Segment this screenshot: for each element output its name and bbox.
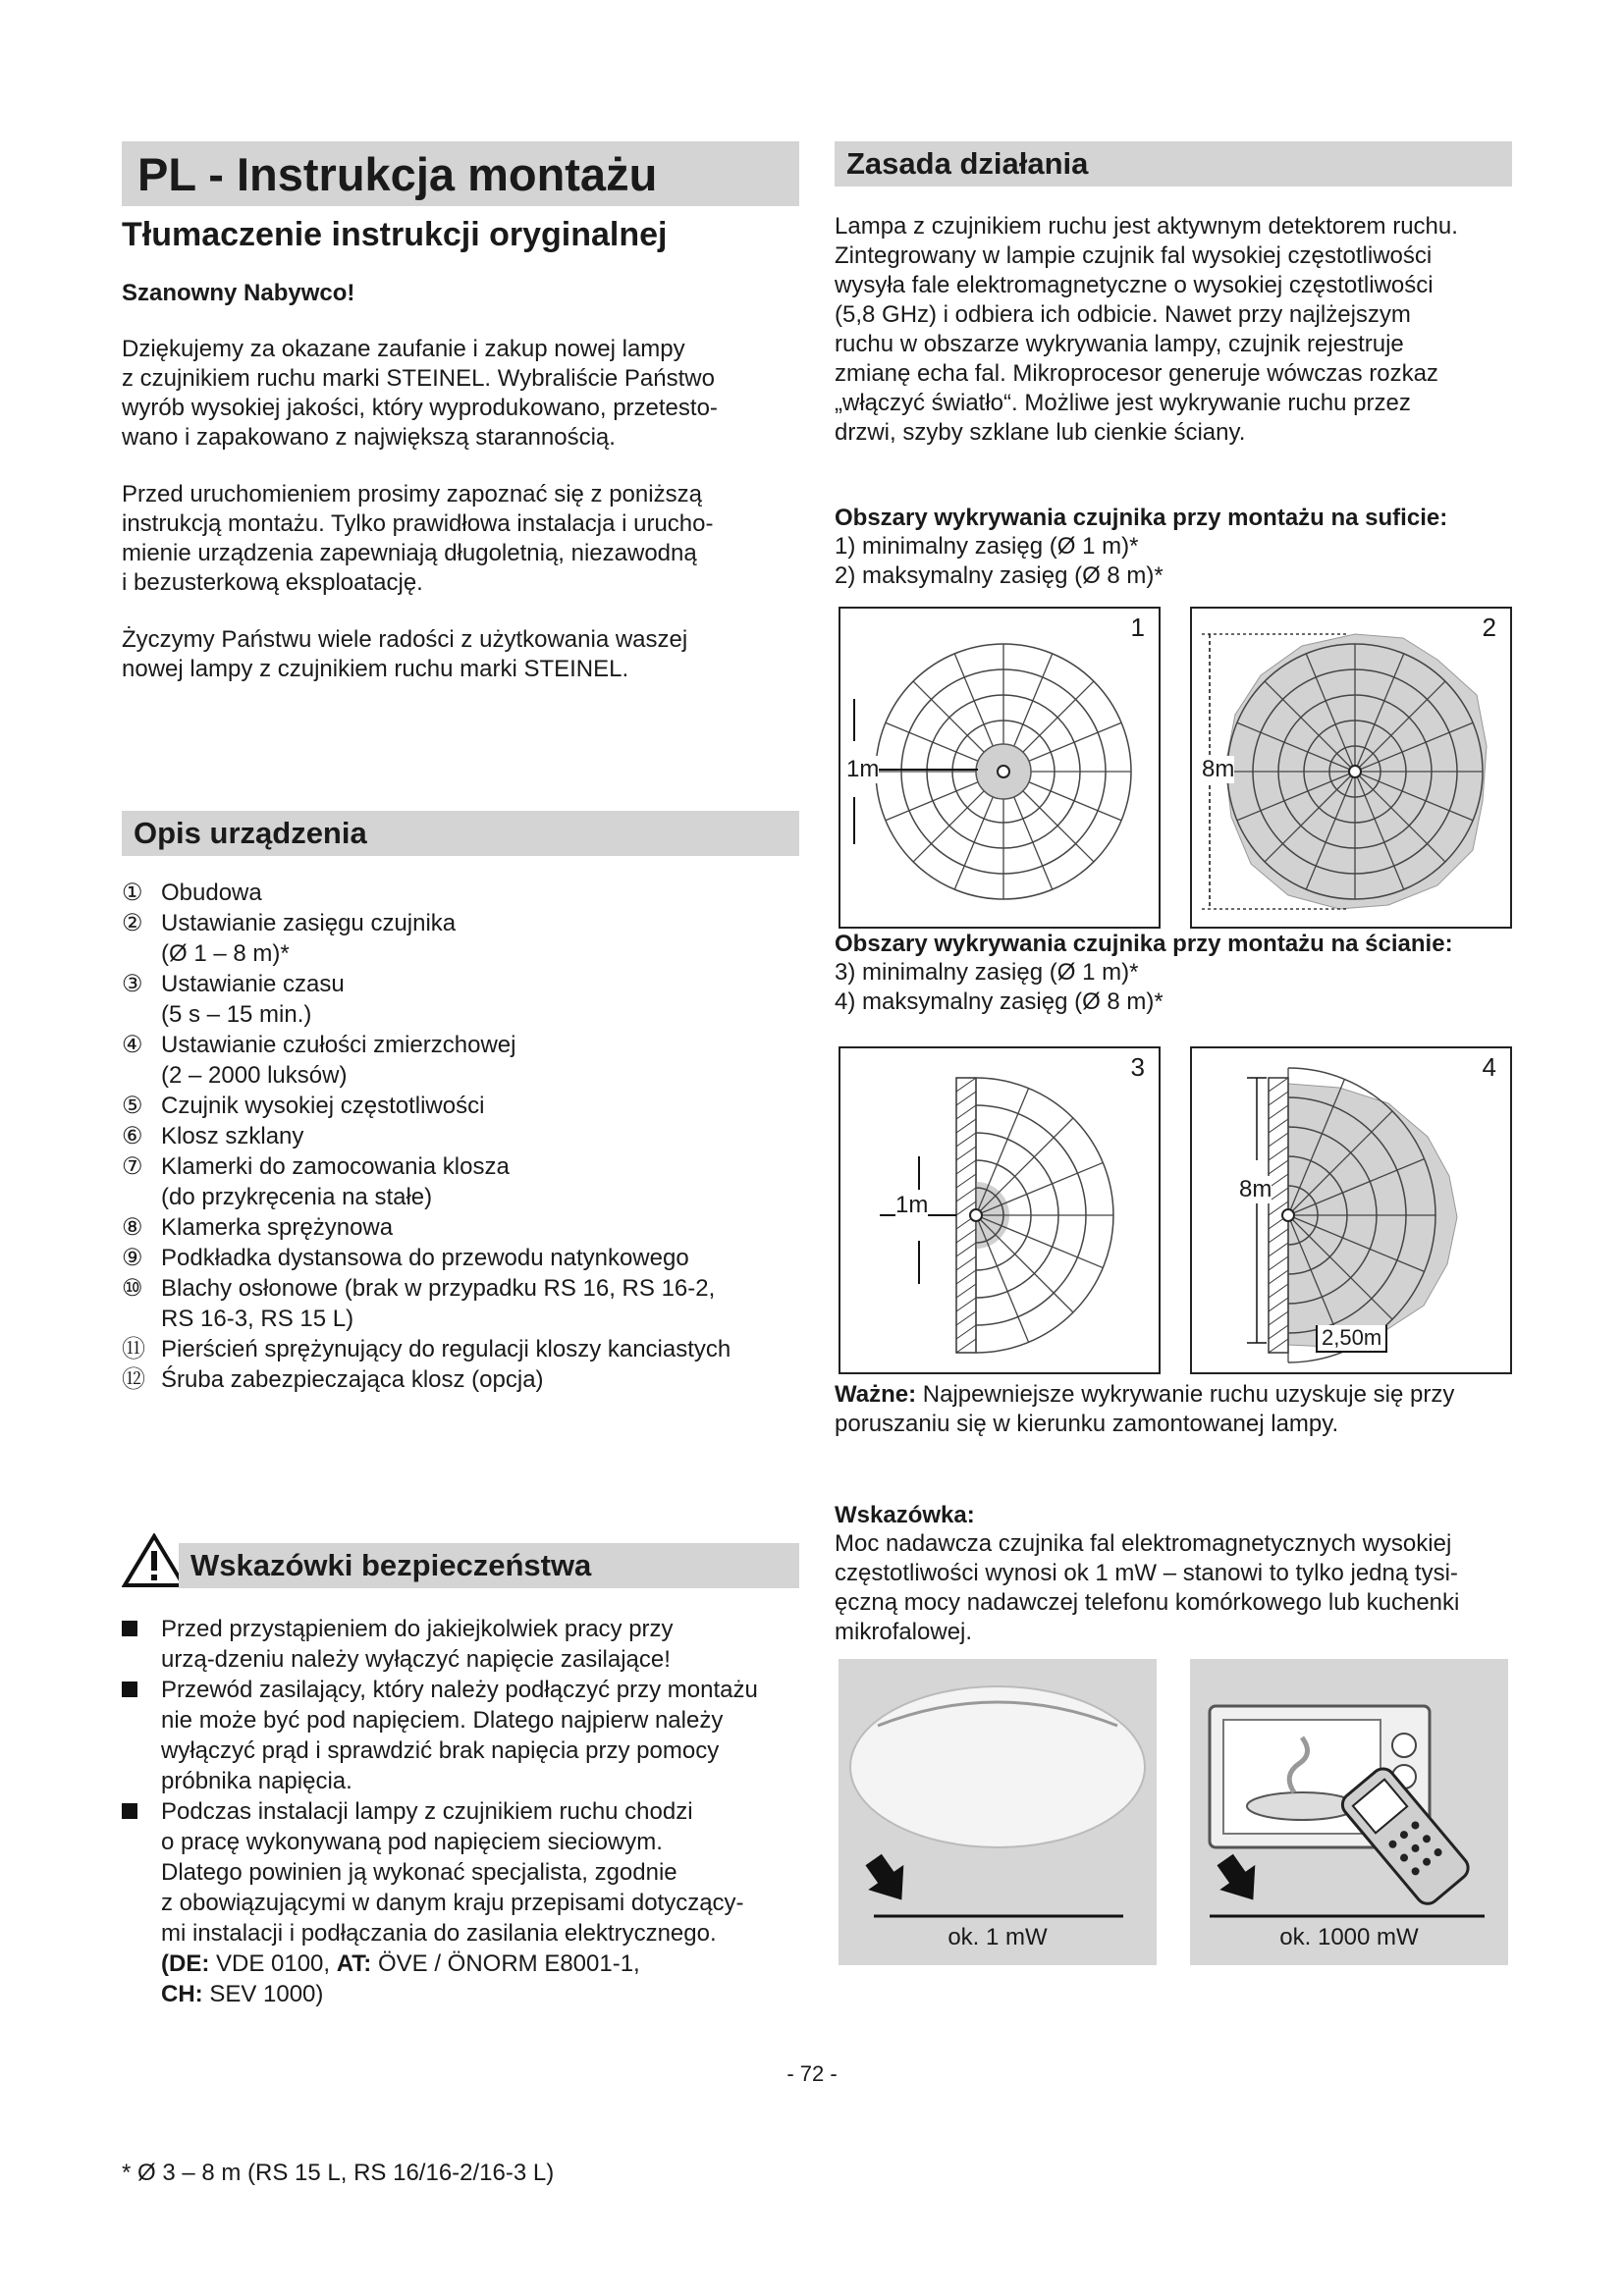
ceiling-heading: Obszary wykrywania czujnika przy montażu na suficie: [835,505,1448,531]
parts-list-number: ⑪ [122,1336,145,1362]
parts-list-text: RS 16-3, RS 15 L) [161,1306,354,1332]
bullet-square-icon [122,1796,161,1949]
before-use-paragraph: Przed uruchomieniem prosimy zapoznać się z poniższą instrukcją montażu. Tylko prawidłowa instalacja i urucho- mienie urządzenia zapewniają długoletnią, niezawodną i bezusterkową eksploatację. [122,481,714,596]
parts-list-number: ② [122,910,143,936]
important-note: Ważne: Najpewniejsze wykrywanie ruchu uzyskuje się przy poruszaniu się w kierunku zamontowanej lampy. [835,1381,1455,1437]
parts-list-text: (do przykręcenia na stałe) [161,1184,433,1210]
wall-diagram-min [839,1046,1161,1374]
lamp-illustration [839,1659,1157,1965]
wall-diagram-max [1190,1046,1512,1374]
parts-list-text: Blachy osłonowe (brak w przypadku RS 16, RS 16-2, [161,1275,716,1302]
page-title: PL - Instrukcja montażu [122,141,799,206]
parts-list-text: Ustawianie czasu [161,971,345,997]
greeting: Szanowny Nabywco! [122,280,355,306]
parts-list-number: ① [122,880,143,906]
parts-list-number: ⑤ [122,1093,143,1119]
bullet-square-icon [122,1675,161,1796]
parts-list-item [122,969,799,1030]
parts-list-item [122,1151,799,1212]
parts-list-item [122,1273,799,1334]
safety-text: nie może być pod napięciem. Dlatego najpierw należy [161,1707,724,1734]
ceiling-diagram-min [839,607,1161,929]
parts-list-text: Ustawianie czułości zmierzchowej [161,1032,516,1058]
ceiling-max-drawing [1192,609,1510,927]
label-1m-ceiling: 1m [846,756,880,782]
ceiling-detection: Obszary wykrywania czujnika przy montażu na suficie: 1) minimalny zasięg (Ø 1 m)* 2) maksymalny zasięg (Ø 8 m)* [835,505,1448,589]
parts-list-number: ⑫ [122,1366,145,1393]
intro-paragraph: Dziękujemy za okazane zaufanie i zakup nowej lampy z czujnikiem ruchu marki STEINEL. Wybraliście Państwo wyrób wysokiej jakości, który wyprodukowano, przetesto- wano i zapakowano z największą starannością. [122,336,718,451]
safety-text: urzą-dzeniu należy wyłączyć napięcie zasilające! [161,1646,671,1673]
parts-list-text: Czujnik wysokiej częstotliwości [161,1093,485,1119]
microwave-phone-illustration [1190,1659,1508,1965]
parts-list-text: Klamerka sprężynowa [161,1214,394,1241]
label-8m-ceiling: 8m [1202,756,1235,782]
device-description [122,811,799,1395]
parts-list [122,878,799,1395]
diagram-number-4: 4 [1482,1052,1496,1082]
safety-list [122,1614,799,1949]
parts-list-item [122,1121,799,1151]
safety-text: wyłączyć prąd i sprawdzić brak napięcia przy pomocy [161,1737,720,1764]
safety-text: z obowiązującymi w danym kraju przepisami dotyczący- [161,1890,744,1916]
parts-list-text: Ustawianie zasięgu czujnika [161,910,457,936]
parts-list-text: (Ø 1 – 8 m)* [161,940,290,967]
parts-list-text: Klamerki do zamocowania klosza [161,1153,510,1180]
safety-text: Przed przystąpieniem do jakiejkolwiek pracy przy [161,1616,674,1642]
safety-text: Podczas instalacji lampy z czujnikiem ruchu chodzi [161,1798,693,1825]
parts-list-text: Obudowa [161,880,262,906]
parts-list-number: ⑨ [122,1245,143,1271]
parts-list-number: ⑩ [122,1275,143,1302]
bullet-square-icon [122,1614,161,1675]
device-description-title: Opis urządzenia [122,811,799,856]
parts-list-item [122,1243,799,1273]
parts-list-text: (2 – 2000 luksów) [161,1062,348,1089]
parts-list-text: Klosz szklany [161,1123,304,1149]
norms: (DE: VDE 0100, AT: ÖVE / ÖNORM E8001-1, CH: SEV 1000) [161,1950,640,2007]
wall-detection: Obszary wykrywania czujnika przy montażu na ścianie: 3) minimalny zasięg (Ø 1 m)* 4) maksymalny zasięg (Ø 8 m)* [835,931,1453,1015]
principle-text: Lampa z czujnikiem ruchu jest aktywnym detektorem ruchu. Zintegrowany w lampie czujnik fal wysokiej częstotliwości wysyła fale elektromagnetyczne o wysokiej częstotliwości (5,8 GHz) i odbiera ich odbicie. Nawet przy najlżejszym ruchu w obszarze wykrywania lampy, czujnik rejestruje zmianę echa fal. Mikroprocesor generuje wówczas rozkaz „włączyć światło“. Możliwe jest wykrywanie ruchu przez drzwi, szyby szklane lub cienkie ściany. [835,213,1458,446]
parts-list-item [122,1091,799,1121]
parts-list-text: (5 s – 15 min.) [161,1001,312,1028]
safety-title: Wskazówki bezpieczeństwa [179,1543,799,1588]
safety-item [122,1675,799,1796]
page-number: - 72 - [786,2061,838,2086]
diagram-number-2: 2 [1482,613,1496,642]
diagram-number-1: 1 [1130,613,1145,642]
ceiling-diagram-max [1190,607,1512,929]
ceiling-min-drawing [840,609,1159,927]
safety-text: Przewód zasilający, który należy podłączyć przy montażu [161,1677,758,1703]
safety-text: mi instalacji i podłączania do zasilania elektrycznego. [161,1920,717,1947]
parts-list-text: Podkładka dystansowa do przewodu natynkowego [161,1245,689,1271]
parts-list-item [122,1364,799,1395]
label-1m-wall: 1m [895,1192,929,1218]
label-250m-wall: 2,50m [1316,1325,1387,1353]
parts-list-text: Pierścień sprężynujący do regulacji kloszy kanciastych [161,1336,731,1362]
parts-list-text: Śruba zabezpieczająca klosz (opcja) [161,1366,544,1393]
lamp-caption: ok. 1 mW [947,1924,1048,1950]
safety-section [122,1533,799,2009]
safety-item [122,1796,799,1949]
parts-list-item [122,1030,799,1091]
wall-heading: Obszary wykrywania czujnika przy montażu na ścianie: [835,931,1453,957]
wall-max-drawing [1192,1048,1510,1372]
microwave-phone-photo [1190,1659,1508,1965]
parts-list-number: ⑧ [122,1214,143,1241]
wishes-paragraph: Życzymy Państwu wiele radości z użytkowania waszej nowej lampy z czujnikiem ruchu marki STEINEL. [122,626,688,682]
parts-list-item [122,1212,799,1243]
label-8m-wall: 8m [1239,1176,1272,1202]
safety-text: próbnika napięcia. [161,1768,352,1794]
parts-list-number: ③ [122,971,143,997]
hint-title: Wskazówka: [835,1502,975,1528]
subtitle: Tłumaczenie instrukcji oryginalnej [122,216,668,253]
safety-item [122,1614,799,1675]
parts-list-number: ⑦ [122,1153,143,1180]
left-column [122,141,799,2186]
safety-text: Dlatego powinien ją wykonać specjalista, zgodnie [161,1859,677,1886]
parts-list-item [122,878,799,908]
wall-min-drawing [840,1048,1159,1372]
hint-section: Wskazówka: Moc nadawcza czujnika fal elektromagnetycznych wysokiej częstotliwości wynosi ok 1 mW – stanowi to tylko jedną tysi- ęczną mocy nadawczej telefonu komórkowego lub kuchenki mikrofalowej. [835,1502,1522,1647]
parts-list-item [122,908,799,969]
lamp-photo [839,1659,1157,1965]
principle-title: Zasada działania [835,141,1512,187]
warning-icon [122,1533,187,1588]
parts-list-number: ⑥ [122,1123,143,1149]
microwave-caption: ok. 1000 mW [1279,1924,1419,1950]
footnote: * Ø 3 – 8 m (RS 15 L, RS 16/16-2/16-3 L) [122,2160,555,2186]
diagram-number-3: 3 [1130,1052,1145,1082]
parts-list-number: ④ [122,1032,143,1058]
parts-list-item [122,1334,799,1364]
safety-text: o pracę wykonywaną pod napięciem sieciowym. [161,1829,663,1855]
